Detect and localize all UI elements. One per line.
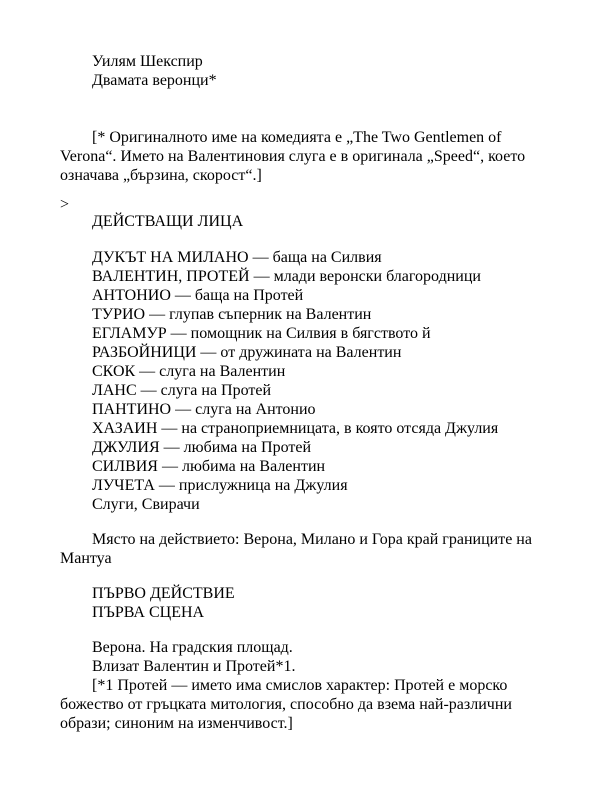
footnote-line-1: [*1 Протей — името има смислов характер: Протей е морско (92, 677, 508, 694)
scene-title: ПЪРВА СЦЕНА (92, 604, 205, 621)
character-entry: ЛАНС — слуга на Протей (92, 382, 272, 399)
character-entry: ДУКЪТ НА МИЛАНО — баща на Силвия (92, 249, 382, 266)
section-marker: > (60, 196, 70, 213)
character-entry: ВАЛЕНТИН, ПРОТЕЙ — млади веронски благородници (92, 268, 481, 285)
play-title: Двамата веронци* (92, 72, 217, 89)
character-entry: Слуги, Свирачи (92, 496, 200, 513)
stage-direction: Влизат Валентин и Протей*1. (92, 658, 296, 675)
setting-line-2: Мантуа (60, 550, 112, 567)
character-entry: ХАЗАИН — на страноприемницата, в която отсяда Джулия (92, 420, 499, 437)
character-entry: ТУРИО — глупав съперник на Валентин (92, 306, 372, 323)
character-entry: СКОК — слуга на Валентин (92, 363, 286, 380)
character-entry: АНТОНИО — баща на Протей (92, 287, 304, 304)
character-entry: РАЗБОЙНИЦИ — от дружината на Валентин (92, 344, 402, 361)
setting-line-1: Място на действието: Верона, Милано и Гора край границите на (92, 531, 532, 548)
character-entry: ЕГЛАМУР — помощник на Силвия в бягството й (92, 325, 431, 342)
act-title: ПЪРВО ДЕЙСТВИЕ (92, 585, 235, 602)
author-name: Уилям Шекспир (92, 53, 203, 70)
characters-heading: ДЕЙСТВАЩИ ЛИЦА (92, 213, 244, 230)
title-note-line-3: означава „бързина, скорост“.] (60, 167, 262, 184)
footnote-line-3: образи; синоним на изменчивост.] (60, 715, 293, 732)
scene-location: Верона. На градския площад. (92, 639, 293, 656)
character-entry: СИЛВИЯ — любима на Валентин (92, 458, 326, 475)
character-entry: ПАНТИНО — слуга на Антонио (92, 401, 316, 418)
title-note-line-2: Verona“. Името на Валентиновия слуга е в оригинала „Speed“, което (60, 148, 526, 165)
title-note-line-1: [* Оригиналното име на комедията е „The Two Gentlemen of (92, 129, 502, 146)
character-entry: ЛУЧЕТА — прислужница на Джулия (92, 477, 348, 494)
footnote-line-2: божество от гръцката митология, способно да взема най-различни (60, 696, 512, 713)
character-entry: ДЖУЛИЯ — любима на Протей (92, 439, 312, 456)
